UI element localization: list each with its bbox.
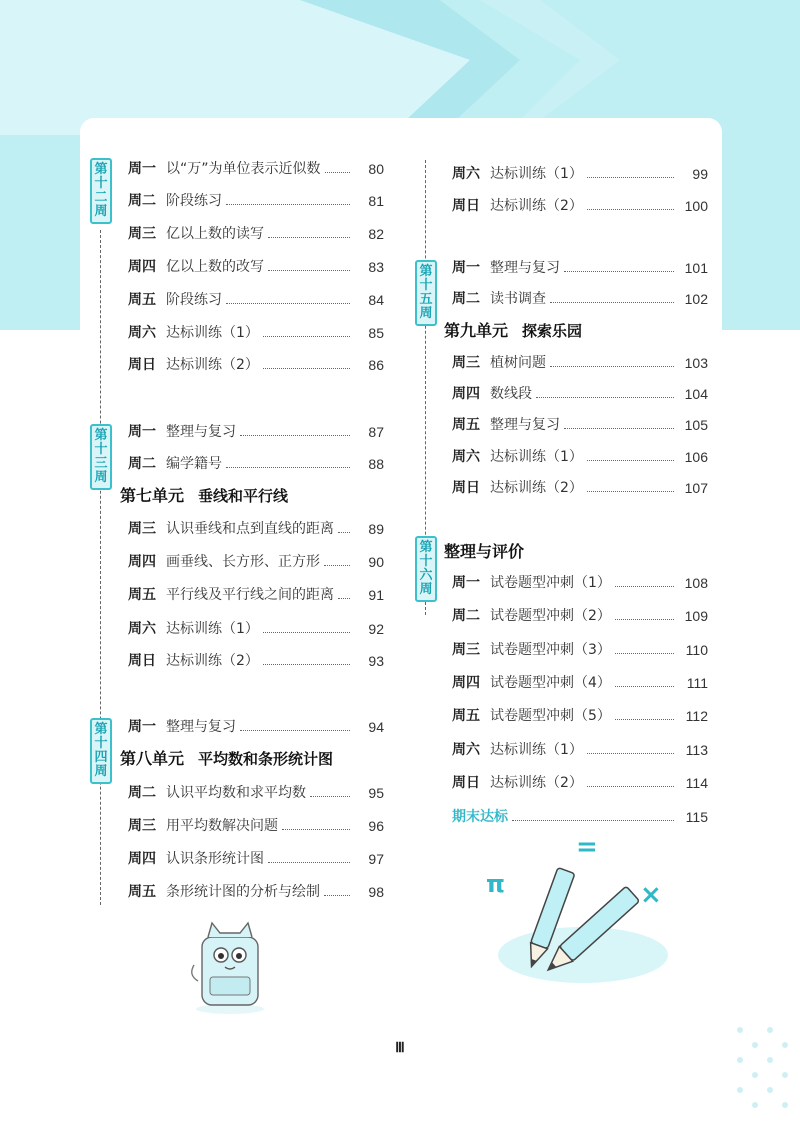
entry-page: 91 [368, 587, 384, 603]
entry-day: 周二 [128, 785, 156, 801]
entry-title: 达标训练（1） [490, 166, 583, 182]
entry-title: 达标训练（2） [490, 775, 583, 791]
entry-page: 103 [684, 355, 708, 371]
entry-title: 达标训练（2） [166, 357, 259, 373]
leader-dots [615, 719, 674, 720]
entry-page: 101 [684, 260, 708, 276]
entry-title: 用平均数解决问题 [166, 818, 278, 834]
entry-day: 周二 [128, 456, 156, 472]
entry-day: 周日 [452, 198, 480, 214]
toc-entry[interactable] [128, 583, 384, 607]
entry-title: 读书调查 [490, 291, 546, 307]
entry-page: 108 [684, 575, 708, 591]
toc-entry[interactable] [452, 476, 708, 500]
unit-heading-9 [444, 319, 582, 343]
entry-page: 109 [684, 608, 708, 624]
entry-day: 周日 [128, 653, 156, 669]
mascot-sharpener-icon [180, 915, 280, 1015]
final-exam-entry[interactable] [452, 805, 708, 829]
entry-day: 周四 [128, 851, 156, 867]
leader-dots [240, 730, 350, 731]
unit-label: 整理与评价 [444, 542, 525, 561]
entry-day: 周六 [452, 742, 480, 758]
toc-entry[interactable] [128, 781, 384, 805]
entry-page: 100 [684, 198, 708, 214]
entry-title: 数线段 [490, 386, 532, 402]
entry-day: 周四 [128, 259, 156, 275]
leader-dots [324, 565, 350, 566]
leader-dots [587, 177, 674, 178]
entry-day: 周五 [452, 417, 480, 433]
entry-title: 以“万”为单位表示近似数 [166, 161, 321, 177]
entry-day: 周六 [128, 325, 156, 341]
entry-day: 周六 [452, 166, 480, 182]
leader-dots [587, 786, 674, 787]
page-number: Ⅲ [395, 1041, 405, 1056]
entry-page: 104 [684, 386, 708, 402]
unit-heading-8 [120, 747, 333, 771]
entry-title: 达标训练（2） [490, 480, 583, 496]
leader-dots [587, 460, 674, 461]
final-exam-label: 期末达标 [452, 809, 508, 825]
unit-name: 平均数和条形统计图 [198, 750, 334, 768]
toc-entry[interactable] [452, 413, 708, 437]
entry-title: 亿以上数的改写 [166, 259, 264, 275]
entry-title: 试卷题型冲刺（4） [490, 675, 611, 691]
entry-title: 试卷题型冲刺（1） [490, 575, 611, 591]
entry-title: 平行线及平行线之间的距离 [166, 587, 334, 603]
leader-dots [615, 586, 674, 587]
entry-title: 试卷题型冲刺（5） [490, 708, 611, 724]
entry-day: 周一 [452, 575, 480, 591]
unit-name: 垂线和平行线 [198, 487, 289, 505]
entry-page: 94 [368, 719, 384, 735]
leader-dots [263, 664, 350, 665]
entry-page: 82 [368, 226, 384, 242]
leader-dots [550, 366, 674, 367]
leader-dots [325, 172, 350, 173]
entry-page: 110 [685, 642, 708, 658]
entry-page: 80 [368, 161, 384, 177]
toc-entry[interactable] [128, 847, 384, 871]
toc-entry[interactable] [452, 162, 708, 186]
entry-page: 95 [368, 785, 384, 801]
leader-dots [268, 270, 350, 271]
entry-day: 周日 [128, 357, 156, 373]
leader-dots [263, 336, 350, 337]
toc-entry[interactable] [452, 571, 708, 595]
toc-entry[interactable] [452, 194, 708, 218]
entry-day: 周一 [128, 161, 156, 177]
entry-title: 阶段练习 [166, 292, 222, 308]
entry-page: 83 [368, 259, 384, 275]
entry-title: 认识条形统计图 [166, 851, 264, 867]
unit-label: 第九单元 [444, 321, 509, 340]
toc-entry[interactable] [128, 649, 384, 673]
entry-page: 96 [368, 818, 384, 834]
entry-page: 98 [368, 884, 384, 900]
leader-dots [536, 397, 674, 398]
toc-entry[interactable] [128, 288, 384, 312]
week-tag-16: 第 十 六 周 [415, 536, 437, 602]
entry-day: 周四 [452, 675, 480, 691]
entry-day: 周四 [128, 554, 156, 570]
toc-entry[interactable] [452, 738, 708, 762]
entry-day: 周四 [452, 386, 480, 402]
entry-day: 周五 [128, 292, 156, 308]
entry-title: 整理与复习 [166, 424, 236, 440]
entry-title: 达标训练（2） [166, 653, 259, 669]
entry-page: 102 [684, 291, 708, 307]
entry-page: 81 [368, 193, 384, 209]
entry-page: 86 [368, 357, 384, 373]
leader-dots [263, 632, 350, 633]
entry-day: 周三 [128, 226, 156, 242]
entry-title: 试卷题型冲刺（2） [490, 608, 611, 624]
entry-day: 周六 [128, 621, 156, 637]
entry-page: 113 [685, 742, 708, 758]
entry-title: 认识垂线和点到直线的距离 [166, 521, 334, 537]
leader-dots [338, 598, 350, 599]
leader-dots [587, 491, 674, 492]
entry-page: 112 [685, 708, 708, 724]
entry-page: 92 [368, 621, 384, 637]
leader-dots [282, 829, 350, 830]
entry-page: 106 [684, 449, 708, 465]
entry-day: 周三 [128, 818, 156, 834]
toc-entry[interactable] [452, 771, 708, 795]
week-tag-13: 第 十 三 周 [90, 424, 112, 490]
leader-dots [268, 862, 350, 863]
entry-title: 认识平均数和求平均数 [166, 785, 306, 801]
entry-day: 周三 [452, 355, 480, 371]
entry-title: 条形统计图的分析与绘制 [166, 884, 320, 900]
toc-entry[interactable] [128, 420, 384, 444]
entry-page: 85 [368, 325, 384, 341]
toc-entry[interactable] [452, 351, 708, 375]
entry-page: 114 [685, 775, 708, 791]
entry-title: 整理与复习 [166, 719, 236, 735]
entry-page: 107 [684, 480, 708, 496]
entry-title: 整理与复习 [490, 260, 560, 276]
left-timeline [100, 230, 101, 905]
toc-entry[interactable] [128, 222, 384, 246]
toc-entry[interactable] [452, 382, 708, 406]
entry-page: 89 [368, 521, 384, 537]
leader-dots [226, 467, 350, 468]
entry-title: 植树问题 [490, 355, 546, 371]
entry-title: 达标训练（1） [166, 621, 259, 637]
week-tag-15: 第 十 五 周 [415, 260, 437, 326]
entry-day: 周一 [128, 719, 156, 735]
toc-entry[interactable] [452, 671, 708, 695]
toc-entry[interactable] [128, 452, 384, 476]
entry-title: 达标训练（1） [166, 325, 259, 341]
unit-label: 第八单元 [120, 749, 185, 768]
leader-dots [550, 302, 674, 303]
entry-day: 周一 [452, 260, 480, 276]
entry-page: 88 [368, 456, 384, 472]
leader-dots [615, 653, 674, 654]
unit-name: 探索乐园 [522, 322, 583, 340]
equals-icon: = [576, 832, 598, 862]
entry-title: 亿以上数的读写 [166, 226, 264, 242]
leader-dots [268, 237, 350, 238]
entry-page: 87 [368, 424, 384, 440]
entry-page: 90 [368, 554, 384, 570]
leader-dots [615, 686, 674, 687]
entry-title: 达标训练（1） [490, 742, 583, 758]
entry-title: 画垂线、长方形、正方形 [166, 554, 320, 570]
leader-dots [564, 428, 674, 429]
leader-dots [338, 532, 350, 533]
toc-entry[interactable] [128, 321, 384, 345]
leader-dots [226, 204, 350, 205]
entry-page: 99 [692, 166, 708, 182]
entry-page: 111 [686, 675, 708, 691]
leader-dots [324, 895, 350, 896]
entry-day: 周二 [452, 291, 480, 307]
leader-dots [226, 303, 350, 304]
toc-entry[interactable] [128, 814, 384, 838]
toc-entry[interactable] [452, 287, 708, 311]
leader-dots [564, 271, 674, 272]
toc-entry[interactable] [452, 445, 708, 469]
entry-title: 达标训练（1） [490, 449, 583, 465]
entry-page: 84 [368, 292, 384, 308]
toc-entry[interactable] [128, 353, 384, 377]
leader-dots [587, 209, 674, 210]
entry-title: 试卷题型冲刺（3） [490, 642, 611, 658]
entry-title: 编学籍号 [166, 456, 222, 472]
leader-dots [310, 796, 350, 797]
toc-entry[interactable] [128, 517, 384, 541]
entry-day: 周五 [452, 708, 480, 724]
entry-day: 周一 [128, 424, 156, 440]
entry-day: 周二 [128, 193, 156, 209]
toc-entry[interactable] [452, 256, 708, 280]
entry-day: 周五 [128, 884, 156, 900]
leader-dots [512, 820, 674, 821]
toc-entry[interactable] [128, 157, 384, 181]
toc-entry[interactable] [128, 189, 384, 213]
unit-label: 第七单元 [120, 486, 185, 505]
entry-day: 周五 [128, 587, 156, 603]
entry-page: 115 [685, 809, 708, 825]
entry-title: 整理与复习 [490, 417, 560, 433]
pi-icon: π [486, 870, 505, 898]
toc-entry[interactable] [128, 617, 384, 641]
entry-title: 达标训练（2） [490, 198, 583, 214]
entry-title: 阶段练习 [166, 193, 222, 209]
entry-day: 周三 [128, 521, 156, 537]
entry-day: 周二 [452, 608, 480, 624]
week-tag-14: 第 十 四 周 [90, 718, 112, 784]
toc-entry[interactable] [128, 880, 384, 904]
entry-page: 105 [684, 417, 708, 433]
entry-day: 周三 [452, 642, 480, 658]
entry-page: 93 [368, 653, 384, 669]
leader-dots [263, 368, 350, 369]
toc-entry[interactable] [452, 704, 708, 728]
week-tag-12: 第 十 二 周 [90, 158, 112, 224]
toc-entry[interactable] [128, 550, 384, 574]
toc-entry[interactable] [452, 604, 708, 628]
toc-entry[interactable] [452, 638, 708, 662]
review-heading [444, 540, 524, 564]
leader-dots [587, 753, 674, 754]
entry-day: 周日 [452, 480, 480, 496]
times-icon: × [640, 880, 662, 910]
entry-day: 周六 [452, 449, 480, 465]
leader-dots [240, 435, 350, 436]
entry-page: 97 [368, 851, 384, 867]
entry-day: 周日 [452, 775, 480, 791]
unit-heading-7 [120, 484, 288, 508]
toc-entry[interactable] [128, 255, 384, 279]
leader-dots [615, 619, 674, 620]
toc-entry[interactable] [128, 715, 384, 739]
